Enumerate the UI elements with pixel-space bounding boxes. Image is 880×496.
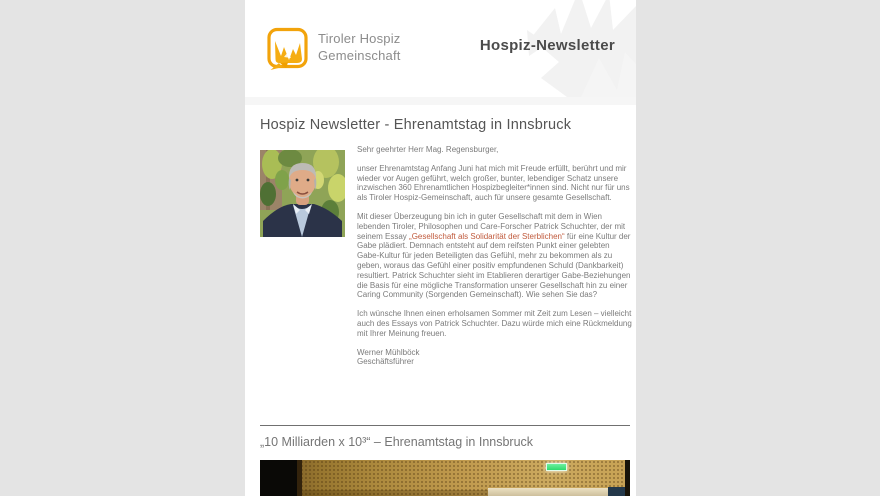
- paragraph-2: [357, 212, 632, 300]
- portrait-photo: [260, 150, 345, 237]
- header-divider-strip: [245, 97, 636, 105]
- section-divider: [260, 425, 630, 426]
- brand-logo[interactable]: [266, 27, 401, 71]
- newsletter-header: [245, 0, 636, 97]
- dark-object: [608, 487, 626, 496]
- newsletter-card: [245, 0, 636, 496]
- event-photo: [260, 460, 630, 496]
- article-heading: Hospiz Newsletter - Ehrenamtstag in Innsbruck: [260, 117, 572, 133]
- paragraph-1: unser Ehrenamtstag Anfang Juni hat mich mit Freude erfüllt, berührt und mir wieder vor Augen geführt, welch großer, bunter, lebendiger Schatz unsere inzwischen 360 Ehrenamtlichen Hospizbegleiter*innen sind. Nicht nur für uns als Tiroler Hospiz-Gemeinschaft, auch für unsere gesamte Gesellschaft.: [357, 163, 630, 203]
- brand-name-line2: Gemeinschaft: [318, 47, 401, 63]
- brand-name: [318, 31, 401, 64]
- paragraph-3: Ich wünsche Ihnen einen erholsamen Sommer mit Zeit zum Lesen – vielleicht auch des Essays von Patrick Schuchter. Dazu würde mich eine Rückmeldung mit Ihrer Meinung freuen.: [357, 309, 632, 338]
- signature-role: Geschäftsführer: [357, 357, 414, 367]
- paragraph-2-after: für eine Kultur der Gabe plädiert. Demnach entsteht auf dem reifsten Punkt einer gelebten Gabe-Kultur für jeden Beteiligten das Gefühl, mehr zu bekommen als zu geben, woraus das Gefühl einer positiv empfundenen Schuld (Dankbarkeit) resultiert. Patrick Schuchter sieht im Etablieren derartiger Gabe-Beziehungen die Basis für eine mögliche Transformation unserer Gesellschaft hin zu einer Caring Community (Sorgenden Gemeinschaft). Wie sehen Sie das?: [357, 231, 631, 300]
- greeting: Sehr geehrter Herr Mag. Regensburger,: [357, 145, 499, 154]
- flame-logo-icon: [266, 27, 310, 71]
- letter-body: [357, 145, 632, 376]
- brand-name-line1: Tiroler Hospiz: [318, 31, 401, 46]
- photo-right-edge: [625, 460, 630, 496]
- signature: [357, 348, 632, 368]
- essay-link[interactable]: „Gesellschaft als Solidarität der Sterblichen“: [409, 231, 565, 241]
- signature-name: Werner Mühlböck: [357, 347, 420, 357]
- newsletter-title: Hospiz-Newsletter: [479, 37, 615, 54]
- dark-doorway: [260, 460, 302, 496]
- exit-sign: [546, 463, 567, 471]
- newsletter-body: [245, 105, 636, 496]
- section-heading: „10 Milliarden x 10³“ – Ehrenamtstag in Innsbruck: [260, 435, 534, 449]
- paragraph-2-before: Mit dieser Überzeugung bin ich in guter Gesellschaft mit dem in Wien lebenden Tiroler, Philosophen und Care-Forscher Patrick Schuchter, der mit seinem Essay: [357, 211, 626, 241]
